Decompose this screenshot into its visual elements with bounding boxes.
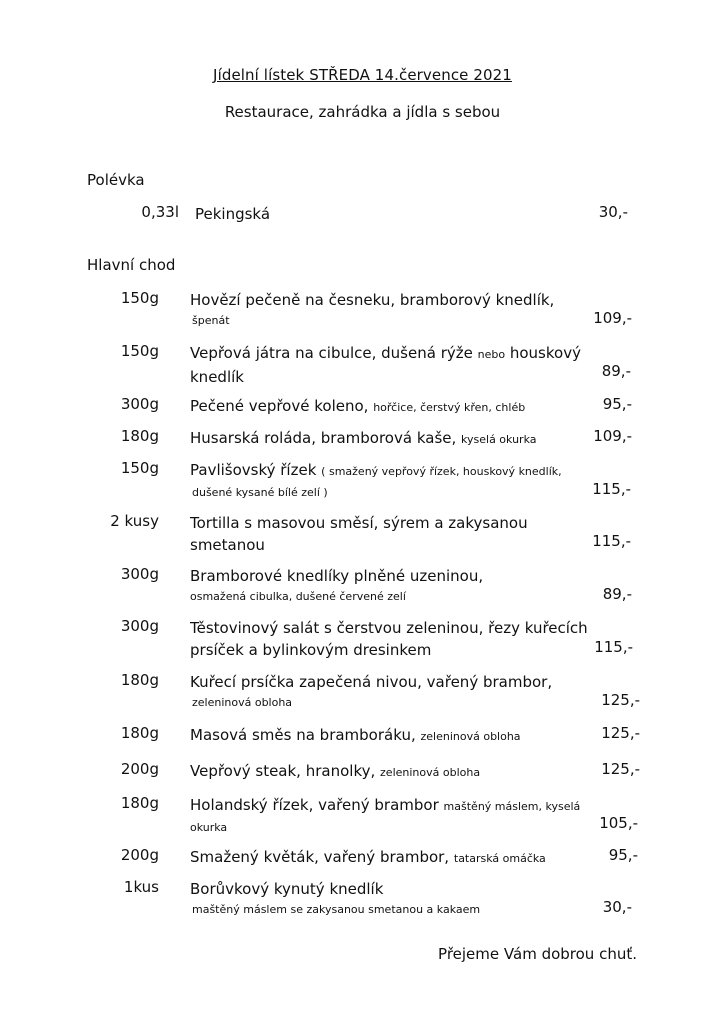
- section-heading-soup: Polévka: [87, 171, 145, 189]
- item-price: 30,-: [602, 898, 632, 916]
- item-description: [190, 512, 600, 556]
- section-heading-main: Hlavní chod: [87, 256, 176, 274]
- item-description: [190, 878, 600, 920]
- item-description: [190, 794, 600, 838]
- item-side-dish-line2: okurka: [190, 821, 228, 834]
- item-name: Těstovinový salát s čerstvou zeleninou, řezy kuřecích: [190, 619, 588, 637]
- item-side-dish: osmažená cibulka, dušené červené zelí: [190, 590, 406, 603]
- item-description: [190, 459, 600, 503]
- item-name: Husarská roláda, bramborová kaše,: [190, 429, 457, 447]
- closing-wish: Přejeme Vám dobrou chuť.: [438, 945, 637, 963]
- item-name: Masová směs na bramboráku,: [190, 726, 416, 744]
- item-description: [190, 565, 600, 607]
- item-name: Vepřová játra na cibulce, dušená rýže: [190, 344, 473, 362]
- item-price: 125,-: [601, 760, 640, 778]
- item-quantity: 180g: [120, 794, 159, 812]
- item-name: Tortilla s masovou směsí, sýrem a zakysanou: [190, 514, 528, 532]
- item-description: [190, 724, 600, 748]
- item-quantity: 0,33l: [141, 203, 179, 221]
- item-description: [190, 289, 600, 331]
- item-description: [190, 671, 600, 713]
- item-name: Hovězí pečeně na česneku, bramborový knedlík,: [190, 291, 555, 309]
- item-name: Kuřecí prsíčka zapečená nivou, vařený brambor,: [190, 673, 553, 691]
- item-name-line2: prsíček a bylinkovým dresinkem: [190, 641, 432, 659]
- item-quantity: 150g: [120, 459, 159, 477]
- item-side-dish: zeleninová obloha: [380, 766, 481, 779]
- item-description: [190, 617, 610, 661]
- item-price: 109,-: [593, 427, 632, 445]
- item-quantity: 180g: [120, 671, 159, 689]
- item-price: 95,-: [602, 395, 632, 413]
- item-name-line2: smetanou: [190, 536, 265, 554]
- item-price: 115,-: [592, 532, 631, 550]
- item-quantity: 150g: [120, 342, 159, 360]
- item-side-dish-line2: dušené kysané bílé zelí ): [192, 486, 328, 499]
- item-connector: nebo: [477, 348, 506, 361]
- item-side-dish: hořčice, čerstvý křen, chléb: [373, 401, 526, 414]
- item-name-line2: knedlík: [190, 368, 244, 386]
- item-price: 89,-: [602, 585, 632, 603]
- item-side-dish: zeleninová obloha: [192, 696, 293, 709]
- item-price: 89,-: [601, 362, 631, 380]
- item-side-dish: ( smažený vepřový řízek, houskový knedlík,: [321, 465, 562, 478]
- item-side-dish: zeleninová obloha: [420, 730, 521, 743]
- item-price: 95,-: [608, 846, 638, 864]
- item-side-dish: špenát: [192, 314, 230, 327]
- item-quantity: 300g: [120, 565, 159, 583]
- item-price: 125,-: [601, 691, 640, 709]
- item-description: [190, 760, 600, 784]
- item-price: 105,-: [599, 814, 638, 832]
- item-price: 30,-: [598, 203, 628, 221]
- item-name: Holandský řízek, vařený brambor: [190, 796, 439, 814]
- item-side-dish: tatarská omáčka: [453, 852, 546, 865]
- item-description: [190, 427, 600, 451]
- item-name: Pekingská: [195, 205, 271, 223]
- menu-title: Jídelní lístek STŘEDA 14.července 2021: [213, 66, 512, 84]
- item-quantity: 200g: [120, 760, 159, 778]
- item-name: Smažený květák, vařený brambor,: [190, 848, 450, 866]
- item-side-dish: maštěný máslem, kyselá: [443, 800, 581, 813]
- item-quantity: 150g: [120, 289, 159, 307]
- item-name: Borůvkový kynutý knedlík: [190, 880, 384, 898]
- item-quantity: 300g: [120, 617, 159, 635]
- item-quantity: 200g: [120, 846, 159, 864]
- item-description: [190, 846, 600, 870]
- menu-subtitle: Restaurace, zahrádka a jídla s sebou: [224, 103, 501, 121]
- item-description: [190, 342, 600, 388]
- item-quantity: 300g: [120, 395, 159, 413]
- item-quantity: 180g: [120, 427, 159, 445]
- item-price: 125,-: [601, 724, 640, 742]
- item-name: Vepřový steak, hranolky,: [190, 762, 376, 780]
- item-quantity: 1kus: [123, 878, 159, 896]
- item-name-continued: houskový: [509, 344, 581, 362]
- item-name: Bramborové knedlíky plněné uzeninou,: [190, 567, 484, 585]
- item-quantity: 2 kusy: [110, 512, 159, 530]
- item-name: Pečené vepřové koleno,: [190, 397, 369, 415]
- item-quantity: 180g: [120, 724, 159, 742]
- item-side-dish: kyselá okurka: [461, 433, 537, 446]
- item-price: 115,-: [592, 480, 631, 498]
- item-name: Pavlišovský řízek: [190, 461, 317, 479]
- item-side-dish: maštěný máslem se zakysanou smetanou a kakaem: [192, 903, 481, 916]
- item-price: 115,-: [594, 638, 633, 656]
- item-description: [190, 395, 600, 419]
- item-price: 109,-: [593, 309, 632, 327]
